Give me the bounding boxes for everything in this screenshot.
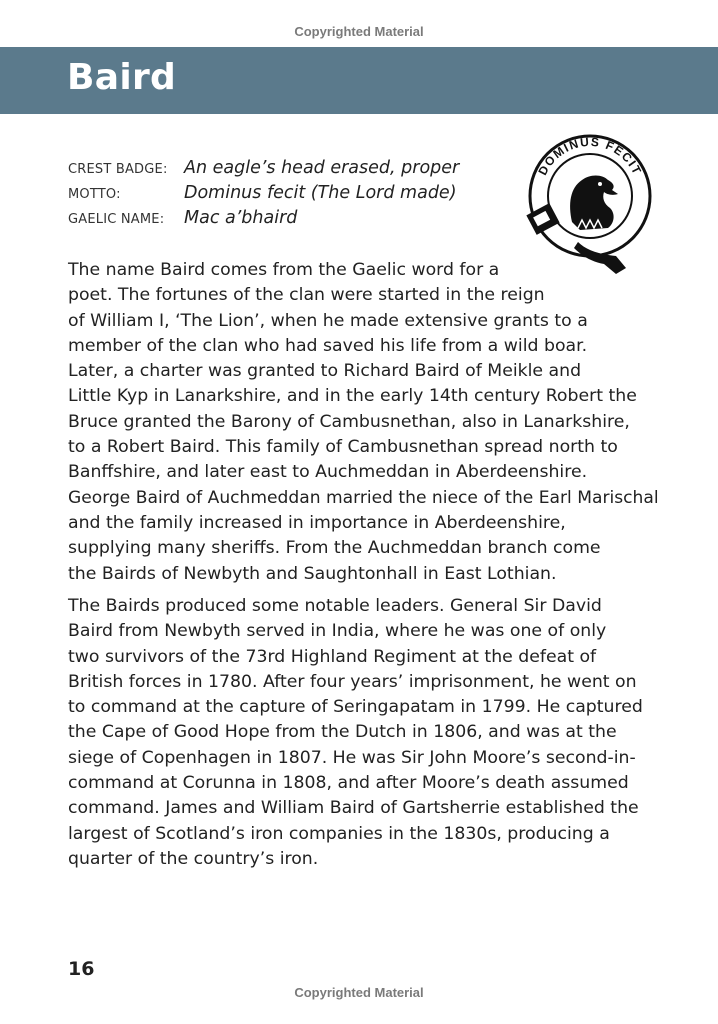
text-line: poet. The fortunes of the clan were started in the reign [68, 285, 545, 306]
info-row-motto [68, 183, 459, 208]
text-line: George Baird of Auchmeddan married the niece of the Earl Marischal [68, 487, 659, 508]
text-line: The name Baird comes from the Gaelic word for a [68, 260, 500, 280]
text-line: of William I, ‘The Lion’, when he made extensive grants to a [68, 310, 588, 331]
text-line: the Cape of Good Hope from the Dutch in 1806, and was at the [68, 722, 617, 743]
text-line: to command at the capture of Seringapatam in 1799. He captured [68, 697, 643, 718]
text-line: quarter of the country’s iron. [68, 848, 319, 869]
text-line: largest of Scotland’s iron companies in the 1830s, producing a [68, 823, 610, 844]
text-line: two survivors of the 73rd Highland Regiment at the defeat of [68, 646, 597, 667]
text-line: Bruce granted the Barony of Cambusnethan, also in Lanarkshire, [68, 411, 630, 432]
paragraph-history [68, 258, 658, 587]
text-line: siege of Copenhagen in 1807. He was Sir John Moore’s second-in- [68, 747, 636, 768]
text-line: Baird from Newbyth served in India, where he was one of only [68, 621, 607, 642]
text-line: command. James and William Baird of Gartsherrie established the [68, 798, 639, 819]
text-line: member of the clan who had saved his life from a wild boar. [68, 335, 588, 356]
info-value: Mac a’bhaird [184, 208, 298, 228]
text-line: The Bairds produced some notable leaders. General Sir David [68, 596, 602, 616]
copyright-notice-bottom: Copyrighted Material [294, 985, 424, 1000]
text-line: Later, a charter was granted to Richard Baird of Meikle and [68, 361, 582, 382]
text-line: British forces in 1780. After four years’ imprisonment, he went on [68, 671, 637, 692]
info-value: An eagle’s head erased, proper [184, 158, 460, 178]
info-label: MOTTO: [68, 187, 121, 202]
info-label: GAELIC NAME: [68, 212, 165, 227]
info-row-gaelic-name [68, 208, 459, 233]
info-value: Dominus fecit (The Lord made) [184, 183, 457, 203]
page-title: Baird [67, 57, 177, 98]
text-line: command at Corunna in 1808, and after Moore’s death assumed [68, 773, 629, 794]
paragraph-leaders [68, 594, 658, 872]
text-line: supplying many sheriffs. From the Auchmeddan branch come [68, 538, 601, 559]
text-line: Banffshire, and later east to Auchmeddan in Aberdeenshire. [68, 462, 588, 483]
title-banner [0, 47, 718, 114]
text-line: the Bairds of Newbyth and Saughtonhall in East Lothian. [68, 563, 557, 584]
text-line: and the family increased in importance in Aberdeenshire, [68, 512, 566, 533]
svg-text:DOMINUS FECIT: DOMINUS FECIT [535, 134, 645, 178]
info-label: CREST BADGE: [68, 162, 168, 177]
text-line: Little Kyp in Lanarkshire, and in the early 14th century Robert the [68, 386, 637, 407]
copyright-notice-top: Copyrighted Material [294, 24, 424, 39]
text-line: to a Robert Baird. This family of Cambusnethan spread north to [68, 437, 618, 458]
page-number: 16 [68, 958, 95, 980]
clan-info [68, 158, 459, 233]
info-row-crest-badge [68, 158, 459, 183]
